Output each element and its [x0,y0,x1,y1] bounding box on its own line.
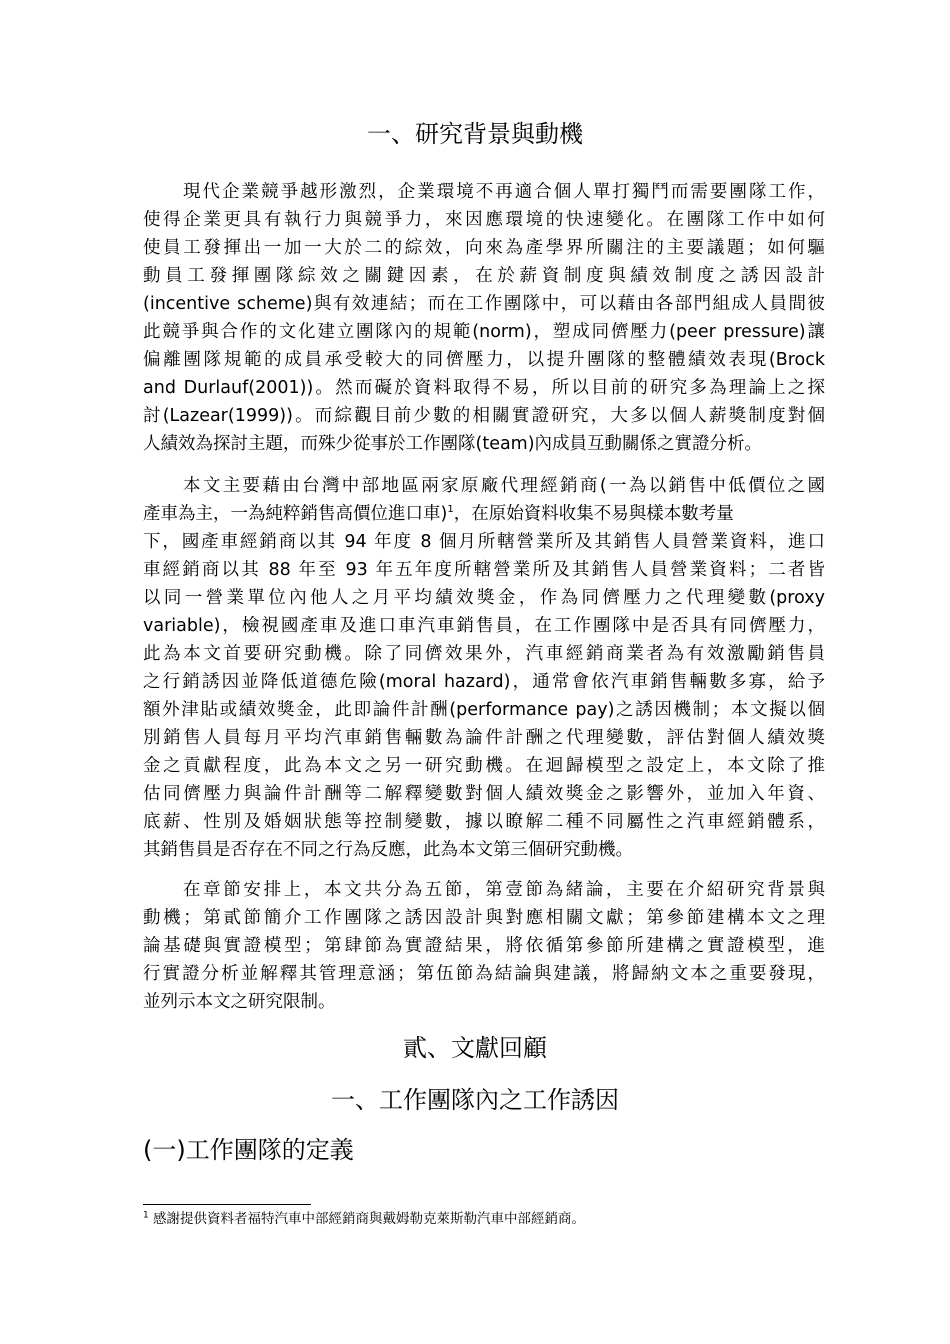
text-line: 其銷售員是否存在不同之行為反應，此為本文第三個研究動機。 [143,840,633,860]
text-line: 金之貢獻程度，此為本文之另一研究動機。在迴歸模型之設定上，本文除了推 [143,756,825,776]
text-line: 車經銷商以其 88 年至 93 年五年度所轄營業所及其銷售人員營業資料；二者皆 [143,560,825,580]
text-line: and Durlauf(2001))。然而礙於資料取得不易，所以目前的研究多為理論上之探 [143,378,825,398]
text-line: 偏離團隊規範的成員承受較大的同儕壓力，以提升團隊的整體績效表現(Brock [143,350,825,370]
subsection-title: (一)工作團隊的定義 [143,1136,354,1164]
text-line: 現代企業競爭越形激烈，企業環境不再適合個人單打獨鬥而需要團隊工作， [183,182,825,202]
text-line: 人績效為探討主題，而殊少從事於工作團隊(team)內成員互動關係之實證分析。 [143,434,763,454]
section-title: 一、研究背景與動機 [367,120,583,148]
text-line: 底薪、性別及婚姻狀態等控制變數，據以瞭解二種不同屬性之汽車經銷體系， [143,812,825,832]
text-line: 論基礎與實證模型；第肆節為實證結果，將依循第參節所建構之實證模型，進 [143,936,825,956]
text-line: 本文主要藉由台灣中部地區兩家原廠代理經銷商(一為以銷售中低價位之國 [183,476,825,496]
paragraph-2 [143,472,825,864]
footnote-text: 感謝提供資料者福特汽車中部經銷商與戴姆勒克萊斯勒汽車中部經銷商。 [153,1211,586,1227]
text-line: 之行銷誘因並降低道德危險(moral hazard)，通常會依汽車銷售輛數多寡，給予 [143,672,825,692]
footnote-ref[interactable]: 1 [447,504,454,516]
text-line: 以同一營業單位內他人之月平均績效獎金，作為同儕壓力之代理變數(proxy [143,588,825,608]
text-line: 此競爭與合作的文化建立團隊內的規範(norm)，塑成同儕壓力(peer pressure)讓 [143,322,825,342]
text-line: 額外津貼或績效獎金，此即論件計酬(performance pay)之誘因機制；本文擬以個 [143,700,825,720]
paragraph-3 [143,876,825,1016]
footnote [143,1210,585,1228]
text-line: 動機；第貳節簡介工作團隊之誘因設計與對應相關文獻；第參節建構本文之理 [143,908,825,928]
text-segment: ，在原始資料收集不易與樣本數考量 [453,504,734,524]
text-line: 此為本文首要研究動機。除了同儕效果外，汽車經銷商業者為有效激勵銷售員 [143,644,825,664]
text-line: 並列示本文之研究限制。 [143,992,336,1012]
text-line: 使員工發揮出一加一大於二的綜效，向來為產學界所關注的主要議題；如何驅 [143,238,825,258]
text-line: 使得企業更具有執行力與競爭力，來因應環境的快速變化。在團隊工作中如何 [143,210,825,230]
text-line: 下，國產車經銷商以其 94 年度 8 個月所轄營業所及其銷售人員營業資料，進口 [143,532,825,552]
text-segment: 產車為主，一為純粹銷售高價位進口車) [143,504,448,524]
text-line: 動員工發揮團隊綜效之關鍵因素，在於薪資制度與績效制度之誘因設計 [143,266,825,286]
text-line: 別銷售人員每月平均汽車銷售輛數為論件計酬之代理變數，評估對個人績效獎 [143,728,825,748]
chapter-title: 貳、文獻回顧 [403,1034,547,1062]
text-line: 估同儕壓力與論件計酬等二解釋變數對個人績效獎金之影響外，並加入年資、 [143,784,825,804]
text-line: 行實證分析並解釋其管理意涵；第伍節為結論與建議，將歸納文本之重要發現， [143,964,825,984]
text-line: (incentive scheme)與有效連結；而在工作團隊中，可以藉由各部門組成人員間彼 [143,294,825,314]
footnote-number: 1 [143,1210,149,1221]
text-line-with-footnote [143,500,825,528]
text-line: variable)，檢視國產車及進口車汽車銷售員，在工作團隊中是否具有同儕壓力， [143,616,825,636]
text-line: 討(Lazear(1999))。而綜觀目前少數的相關實證研究，大多以個人薪獎制度對個 [143,406,825,426]
footnote-divider [143,1204,311,1205]
paragraph-1 [143,178,825,458]
section-subtitle: 一、工作團隊內之工作誘因 [331,1086,619,1114]
text-line: 在章節安排上，本文共分為五節，第壹節為緒論，主要在介紹研究背景與 [183,880,825,900]
